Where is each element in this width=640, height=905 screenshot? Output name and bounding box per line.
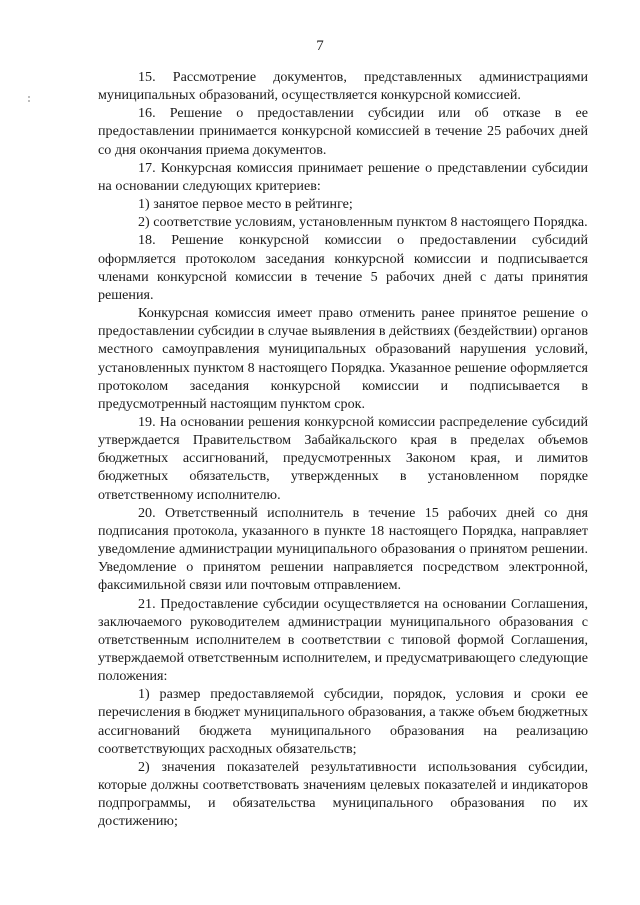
paragraph-21-item-1: 1) размер предоставляемой субсидии, порядок, условия и сроки ее перечисления в бюджет муниципального образования, а также объем бюджетных ассигнований бюджета муниципального образования на реализацию соответствующих расходных обязательств; [98, 686, 588, 757]
paragraph-19: 19. На основании решения конкурсной комиссии распределение субсидий утверждается Правительством Забайкальского края в пределах объемов бюджетных ассигнований, предусмотренных Законом края, и лимитов бюджетных обязательств, утвержденных в установленном порядке ответственному исполнителю. [98, 413, 588, 503]
paragraph-15: 15. Рассмотрение документов, представленных администрациями муниципальных образований, осуществляется конкурсной комиссией. [98, 69, 588, 104]
paragraph-21: 21. Предоставление субсидии осуществляется на основании Соглашения, заключаемого руководителем администрации муниципального образования с ответственным исполнителем в соответствии с типовой формой Соглашения, утверждаемой ответственным исполнителем, и предусматривающего следующие положения: [98, 595, 588, 685]
margin-scan-mark [28, 100, 30, 102]
paragraph-17: 17. Конкурсная комиссия принимает решение о представлении субсидии на основании следующих критериев: [98, 159, 588, 194]
document-body [98, 68, 588, 831]
paragraph-21-item-2: 2) значения показателей результативности использования субсидии, которые должны соответствовать значениям целевых показателей и индикаторов подпрограммы, и обязательства муниципального образования по их достижению; [98, 758, 588, 830]
page-number: 7 [316, 38, 324, 54]
margin-scan-mark [28, 96, 30, 98]
paragraph-18: 18. Решение конкурсной комиссии о предоставлении субсидий оформляется протоколом заседания конкурсной комиссии и подписывается членами конкурсной комиссии в течение 5 рабочих дней с даты принятия решения. [98, 232, 588, 303]
paragraph-17-item-2: 2) соответствие условиям, установленным пунктом 8 настоящего Порядка. [138, 214, 588, 231]
paragraph-20: 20. Ответственный исполнитель в течение 15 рабочих дней со дня подписания протокола, указанного в пункте 18 настоящего Порядка, направляет уведомление администрации муниципального образования о принятом решении. Уведомление о принятом решении направляется посредством электронной, факсимильной связи или почтовым отправлением. [98, 504, 588, 594]
paragraph-18-cancellation: Конкурсная комиссия имеет право отменить ранее принятое решение о предоставлении субсидии в случае выявления в действиях (бездействии) органов местного самоуправления муниципальных образований нарушения условий, установленных пунктом 8 настоящего Порядка. Указанное решение оформляется протоколом заседания конкурсной комиссии и подписывается в предусмотренный настоящим пунктом срок. [98, 305, 588, 412]
paragraph-16: 16. Решение о предоставлении субсидии или об отказе в ее предоставлении принимается конкурсной комиссией в течение 25 рабочих дней со дня окончания приема документов. [98, 105, 588, 158]
paragraph-17-item-1: 1) занятое первое место в рейтинге; [138, 196, 353, 213]
